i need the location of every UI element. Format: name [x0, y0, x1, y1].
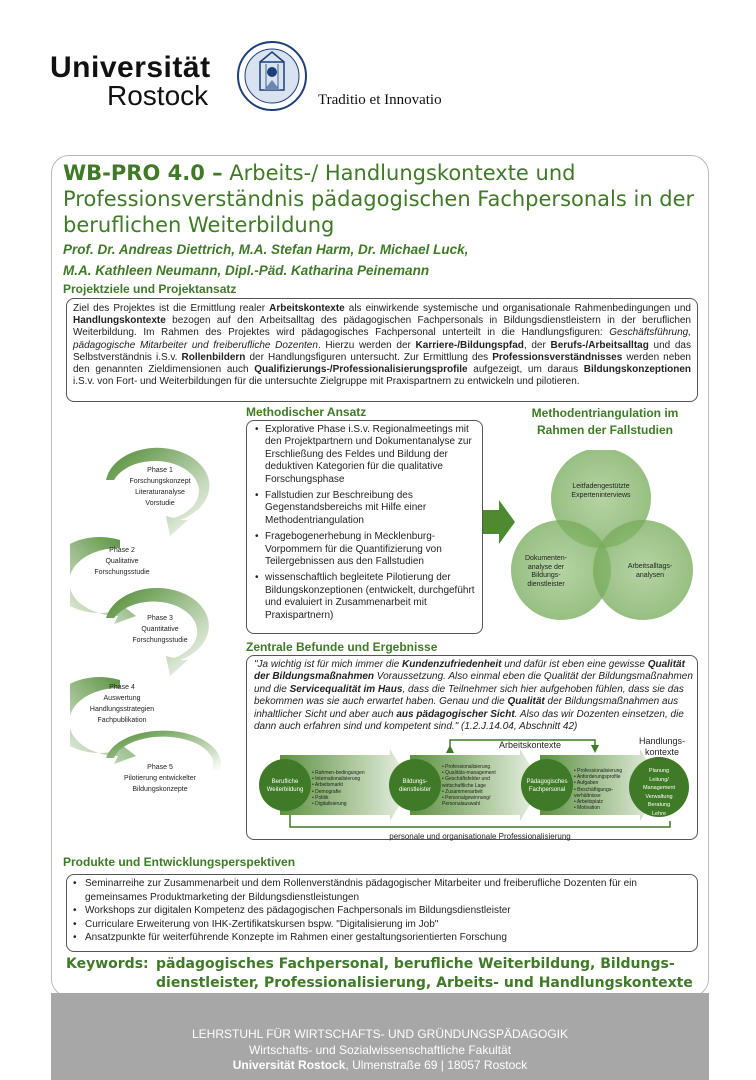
- section-triangulation-heading: Methodentriangulation im Rahmen der Fallstudien: [531, 406, 679, 437]
- interview-quote: "Ja wichtig ist für mich immer die Kundenzufriedenheit und dafür ist eben eine gewisse Qualität der Bildungsmaßnahmen Voraussetzung. Also einmal eben die Qualität der Bildungsmaßnahmen und die Servicequalität im Haus, dass die Teilnehmer sich hier aufgehoben fühlen, dass sie das bekommen was sie auch erwartet haben. Genau und die Qualität der Bildungsmaßnahmen aus inhaltlicher Sicht und aber auch aus pädagogischer Sicht. Also das wir Dozenten einsetzen, die dann auch erfahren sind und kompetent sind." (1.2.J.14.04, Abschnitt 42): [254, 659, 693, 733]
- keywords-line-2: dienstleister, Professionalisierung, Arbeits- und Handlungskontexte: [156, 975, 693, 991]
- authors: [63, 239, 703, 281]
- keywords: [66, 955, 706, 993]
- flow-label-action-contexts: Handlungs-kontexte: [638, 736, 686, 757]
- poster-title: [63, 160, 703, 238]
- flow-list-education-providers: • Professionalisierung • Qualitäts-management • Geschäftsfelder und wirtschaftliche Lage • Zusammenarbeit • Personalgewinnung/ Personalauswahl: [442, 764, 518, 807]
- university-motto: Traditio et Innovatio: [318, 92, 442, 108]
- phase-4: Phase 4 Auswertung Handlungsstrategien Fachpublikation: [89, 684, 155, 724]
- product-item: • Ansatzpunkte für weiterführende Konzepte im Rahmen einer gestaltungsorientierten Forschung: [73, 931, 691, 945]
- authors-line-2: M.A. Kathleen Neumann, Dipl.-Päd. Katharina Peinemann: [63, 263, 430, 278]
- phase-2: Phase 2 Qualitative Forschungsstudie: [94, 547, 150, 576]
- section-method-heading: Methodischer Ansatz: [246, 405, 367, 419]
- phase-1: Phase 1 Forschungskonzept Literaturanalyse Vorstudie: [129, 467, 191, 507]
- products-box: [66, 874, 698, 952]
- authors-line-1: Prof. Dr. Andreas Diettrich, M.A. Stefan Harm, Dr. Michael Luck,: [63, 242, 469, 257]
- product-item: • Curriculare Erweiterung von IHK-Zertifikatskursen bspw. "Digitalisierung im Job": [73, 918, 691, 932]
- venn-label-interviews: Leitfadengestützte Experteninterviews: [571, 483, 631, 499]
- flow-node-pedagogical-staff: Pädagogisches Fachpersonal: [526, 779, 568, 793]
- venn-label-document-analysis: Dokumenten-analyse der Bildungs-dienstleister: [524, 555, 568, 588]
- flow-label-professionalization: personale und organisationale Professionalisierung: [389, 832, 571, 841]
- flow-list-continuing-education: • Rahmen-bedingungen • Internationalisierung • Arbeitsmarkt • Demografie • Politik • Digitalisierung: [312, 770, 368, 807]
- section-goals-heading: Projektziele und Projektansatz: [63, 282, 237, 296]
- flow-label-work-contexts: Arbeitskontexte: [498, 740, 562, 750]
- phase-3: Phase 3 Quantitative Forschungsstudie: [132, 615, 188, 644]
- method-item: • Fragebogenerhebung in Mecklenburg-Vorpommern für die Quantifizierung von Teilergebnissen aus den Fallstudien: [255, 531, 476, 568]
- product-item: • Seminarreihe zur Zusammenarbeit und dem Rollenverständnis pädagogischer Mitarbeiter und freiberufliche Dozenten für ein gemeinsames Produktmarketing der Bildungsdienstleistungen: [73, 877, 691, 904]
- university-name: Universität: [50, 51, 211, 84]
- keywords-label: Keywords:: [66, 956, 149, 972]
- flow-node-continuing-education: Berufliche Weiterbildung: [266, 779, 304, 793]
- flow-list-pedagogical-staff: • Professionalisierung • Anforderungsprofile • Aufgaben • Beschäftigungs-verhältnisse • Arbeitsplatz • Motivation: [574, 768, 634, 811]
- title-text: Arbeits-/ Handlungskontexte und Professionsverständnis pädagogischen Fachpersonals in der beruflichen Weiterbildung: [63, 161, 695, 237]
- method-item: • Fallstudien zur Beschreibung des Gegenstandsbereichs mit Hilfe einer Methodentriangulation: [255, 490, 476, 527]
- flow-node-education-providers: Bildungs-dienstleister: [398, 779, 431, 793]
- footer-address: Universität Rostock, Ulmenstraße 69 | 18057 Rostock: [232, 1058, 528, 1072]
- method-item: • wissenschaftlich begleitete Pilotierung der Bildungskonzeptionen (entwickelt, durchgeführt und evaluiert in Zusammenarbeit mit Praxispartnern): [255, 572, 476, 622]
- method-box: [246, 420, 483, 634]
- venn-label-everyday-analysis: Arbeitsalltags-analysen: [627, 563, 673, 579]
- section-findings-heading: Zentrale Befunde und Ergebnisse: [246, 640, 438, 654]
- section-products-heading: Produkte und Entwicklungsperspektiven: [63, 855, 296, 869]
- intro-text-box: Ziel des Projektes ist die Ermittlung realer Arbeitskontexte als einwirkende systemische und organisationale Rahmenbedingungen und Handlungskontexte bezogen auf den Arbeitsalltag des pädagogischen Fachpersonals in Bildungsdienstleistern in der beruflichen Weiterbildung. Im Rahmen des Projektes wird pädagogisches Fachpersonal unterteilt in die Handlungsfiguren: Geschäftsführung, pädagogische Mitarbeiter und freiberufliche Dozenten. Hierzu werden der Karriere-/Bildungspfad, der Berufs-/Arbeitsalltag und das Selbstverständnis i.S.v. Rollenbildern der Handlungsfiguren untersucht. Zur Ermittlung des Professionsverständnisses werden neben den genannten Zieldimensionen auch Qualifizierungs-/Professionalisierungsprofile aufgezeigt, um daraus Bildungskonzeptionen i.S.v. von Fort- und Weiterbildungen für die untersuchte Zielgruppe mit Praxispartnern zu entwickeln und pilotieren.: [66, 298, 698, 402]
- keywords-line-1: pädagogisches Fachpersonal, berufliche Weiterbildung, Bildungs-: [156, 956, 675, 972]
- footer: [51, 993, 709, 1080]
- footer-faculty: Wirtschafts- und Sozialwissenschaftliche Fakultät: [248, 1042, 512, 1057]
- footer-chair: LEHRSTUHL FÜR WIRTSCHAFTS- UND GRÜNDUNGSPÄDAGOGIK: [191, 1027, 569, 1041]
- method-item: • Explorative Phase i.S.v. Regionalmeetings mit den Projektpartnern und Dokumentanalyse zur Erschließung des Feldes und Bildung der deduktiven Kategorien für die qualitative Forschungsphase: [255, 424, 476, 486]
- university-city: Rostock: [107, 80, 209, 111]
- university-seal-logo: [236, 40, 308, 112]
- phase-5: Phase 5 Pilotierung entwickelter Bildungskonzepte: [124, 764, 196, 793]
- project-name: WB-PRO 4.0 –: [63, 161, 223, 185]
- product-item: • Workshops zur digitalen Kompetenz des pädagogischen Fachpersonals im Bildungsdienstleister: [73, 904, 691, 918]
- venn-diagram: [505, 450, 705, 625]
- flow-node-tasks: Planung Leitung/ Management Verwaltung Beratung Lehre: [642, 768, 676, 817]
